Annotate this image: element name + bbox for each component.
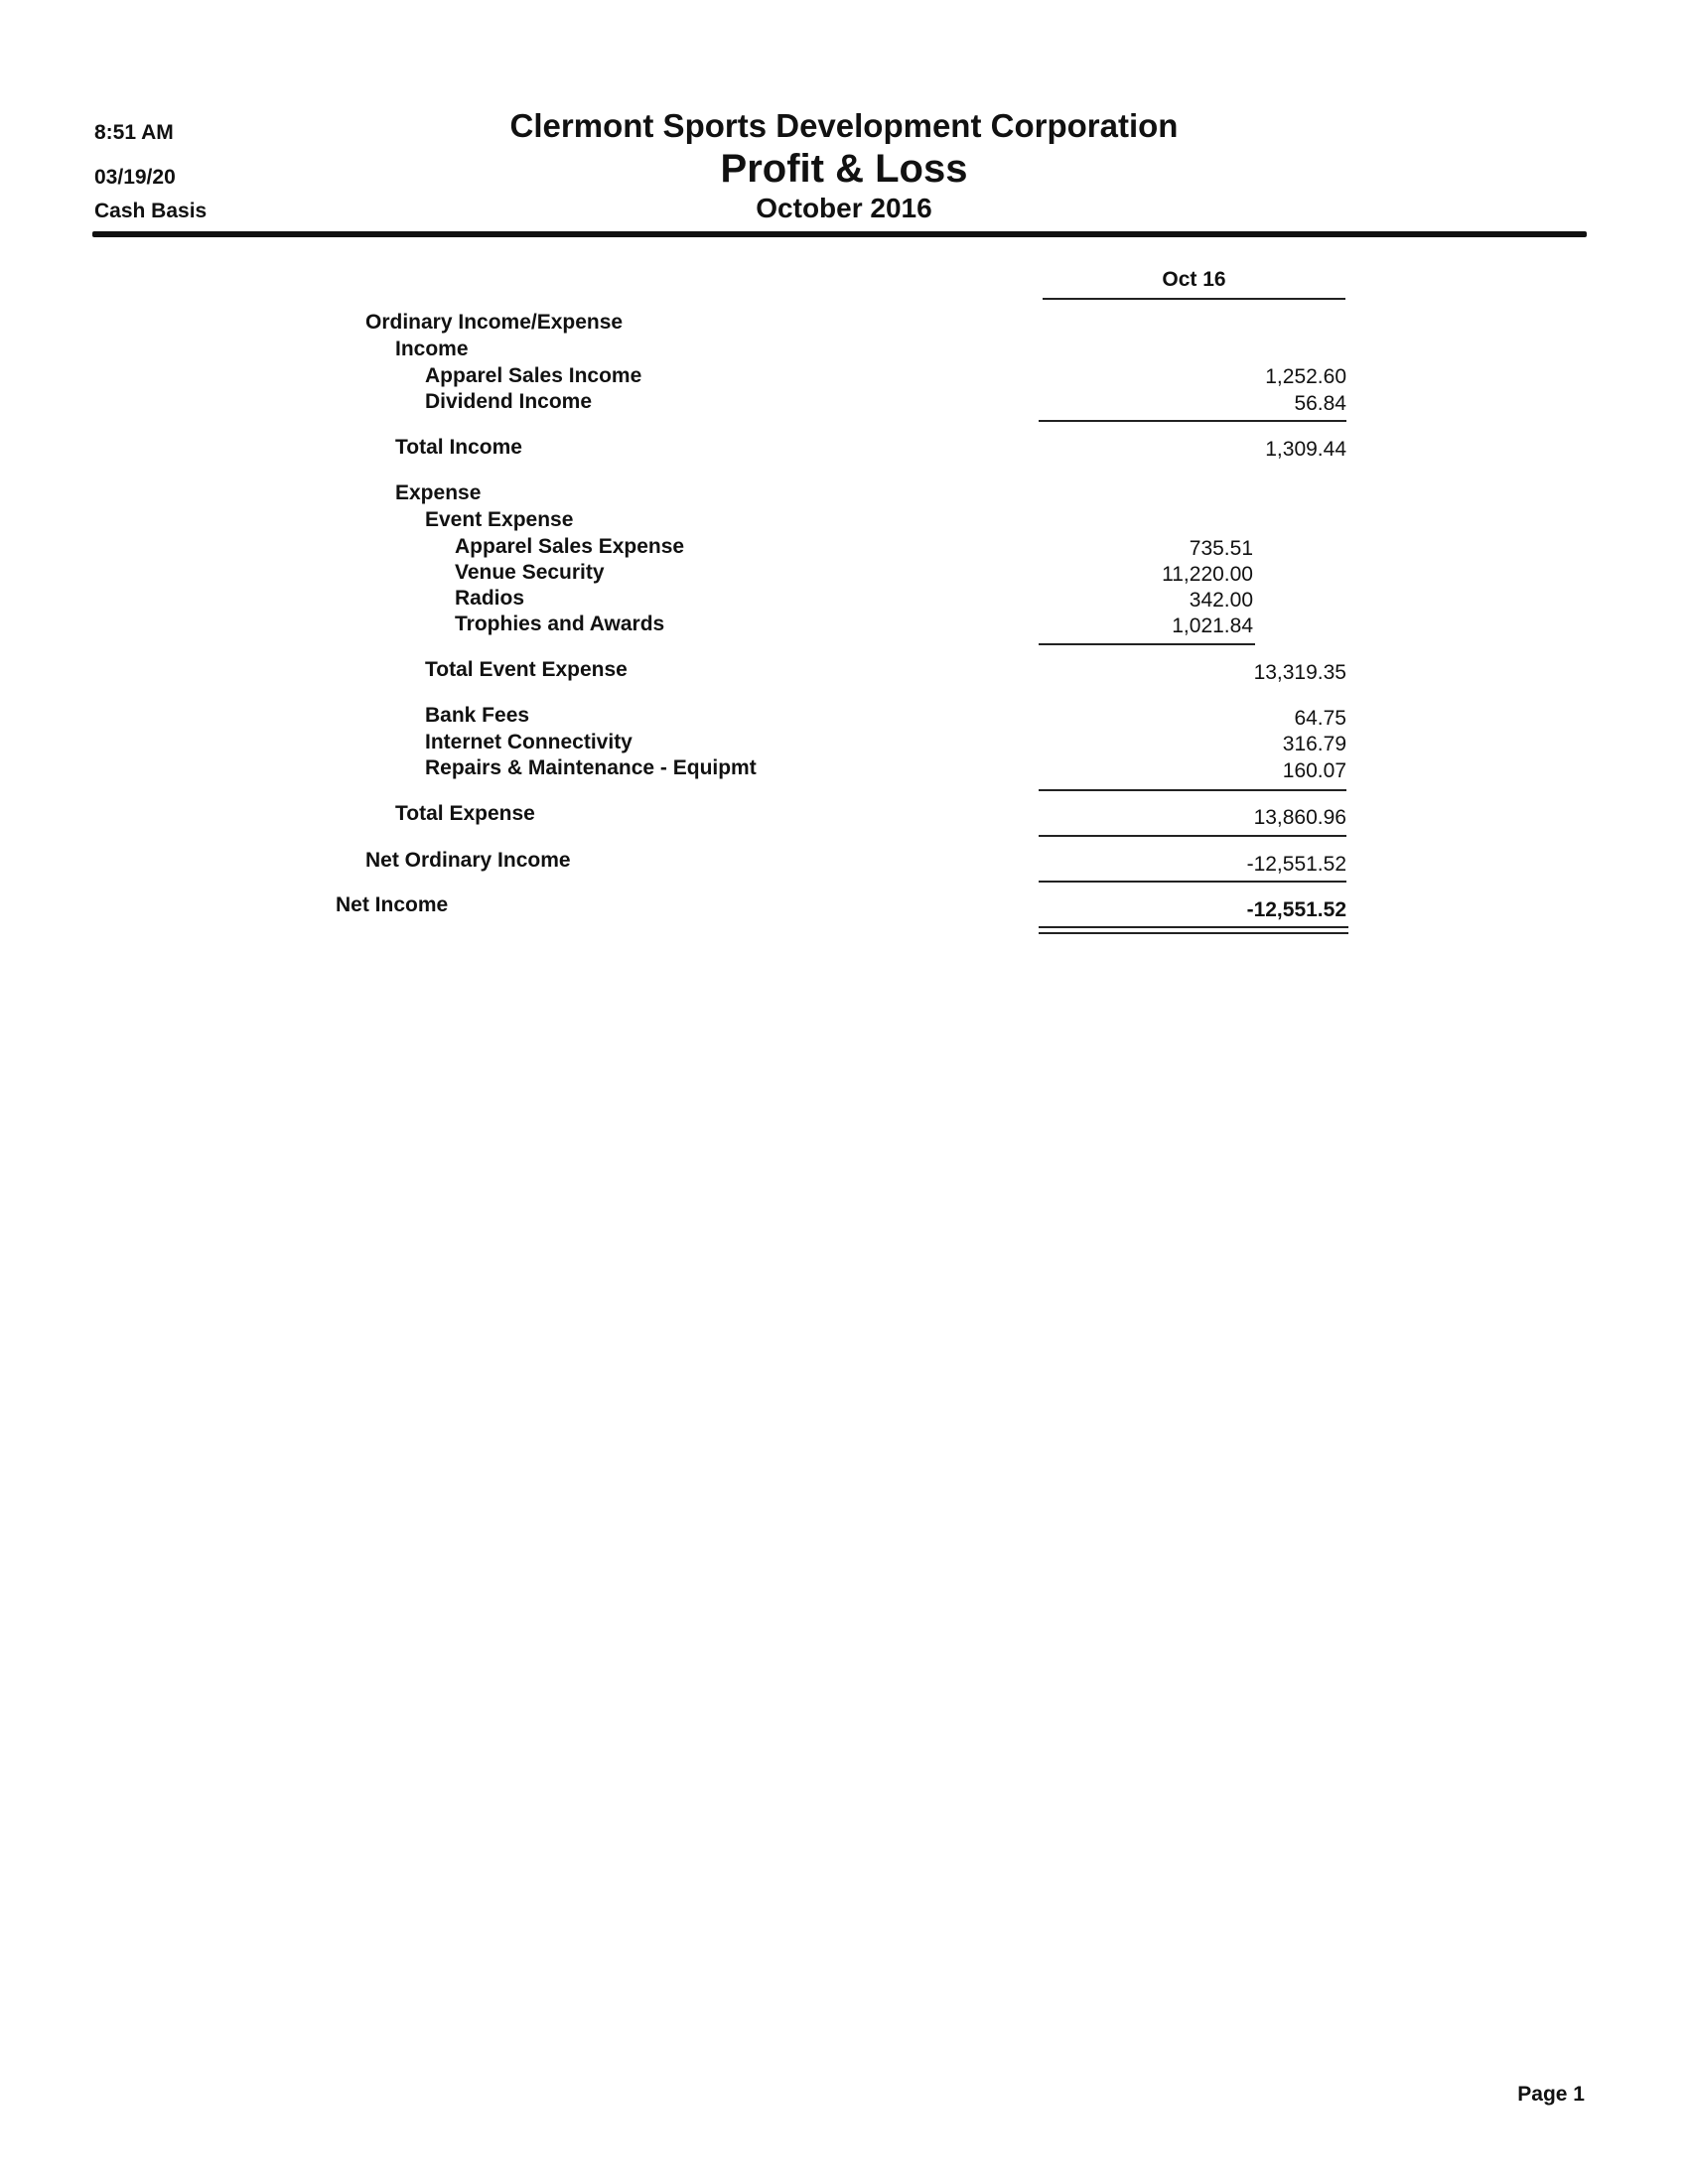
- expense-row-label: Internet Connectivity: [425, 731, 633, 753]
- report-period: October 2016: [756, 193, 932, 223]
- event-expense-heading: Event Expense: [425, 508, 574, 531]
- expense-row-amount: 316.79: [1282, 733, 1346, 755]
- income-row-label: Apparel Sales Income: [425, 364, 642, 387]
- net-ordinary-income-label: Net Ordinary Income: [365, 849, 571, 872]
- section-ordinary: Ordinary Income/Expense: [365, 311, 624, 334]
- event-expense-row-label: Radios: [455, 587, 525, 610]
- event-expense-row-label: Venue Security: [455, 561, 605, 584]
- net-income-double-rule-bottom: [1039, 932, 1348, 934]
- total-income-label: Total Income: [395, 436, 522, 459]
- net-income-double-rule-top: [1039, 926, 1348, 928]
- net-income-label: Net Income: [336, 893, 449, 916]
- total-expense-amount: 13,860.96: [1253, 806, 1346, 829]
- net-ordinary-rule: [1039, 835, 1346, 837]
- event-expense-row-label: Apparel Sales Expense: [455, 535, 685, 558]
- report-title: Profit & Loss: [720, 147, 968, 191]
- expense-row-amount: 64.75: [1294, 707, 1346, 730]
- event-expense-row-amount: 11,220.00: [1162, 563, 1253, 586]
- page-number: Page 1: [1517, 2083, 1585, 2106]
- income-row-amount: 56.84: [1294, 392, 1346, 415]
- net-ordinary-income-amount: -12,551.52: [1246, 853, 1346, 876]
- expense-heading: Expense: [395, 481, 482, 504]
- net-income-amount: -12,551.52: [1246, 898, 1346, 921]
- expense-row-label: Repairs & Maintenance - Equipmt: [425, 756, 757, 779]
- report-date: 03/19/20: [94, 166, 176, 189]
- expense-row-amount: 160.07: [1282, 759, 1346, 782]
- event-expense-row-amount: 1,021.84: [1172, 614, 1253, 637]
- expense-row-label: Bank Fees: [425, 704, 530, 727]
- net-income-rule: [1039, 881, 1346, 883]
- income-row-amount: 1,252.60: [1265, 365, 1346, 388]
- event-expense-row-amount: 735.51: [1189, 537, 1253, 560]
- company-name: Clermont Sports Development Corporation: [509, 107, 1179, 144]
- report-basis: Cash Basis: [94, 200, 208, 222]
- total-income-amount: 1,309.44: [1265, 438, 1346, 461]
- income-heading: Income: [395, 338, 469, 360]
- income-row-label: Dividend Income: [425, 390, 593, 413]
- total-expense-label: Total Expense: [395, 802, 535, 825]
- event-expense-row-label: Trophies and Awards: [455, 613, 665, 635]
- column-header-rule: [1043, 298, 1345, 300]
- event-expense-subtotal-rule: [1039, 643, 1255, 645]
- header-divider: [92, 231, 1587, 237]
- total-event-expense-label: Total Event Expense: [425, 658, 628, 681]
- income-subtotal-rule: [1039, 420, 1346, 422]
- event-expense-row-amount: 342.00: [1189, 589, 1253, 612]
- expense-subtotal-rule: [1039, 789, 1346, 791]
- column-header: Oct 16: [1162, 268, 1226, 291]
- total-event-expense-amount: 13,319.35: [1253, 661, 1346, 684]
- report-time: 8:51 AM: [94, 121, 174, 144]
